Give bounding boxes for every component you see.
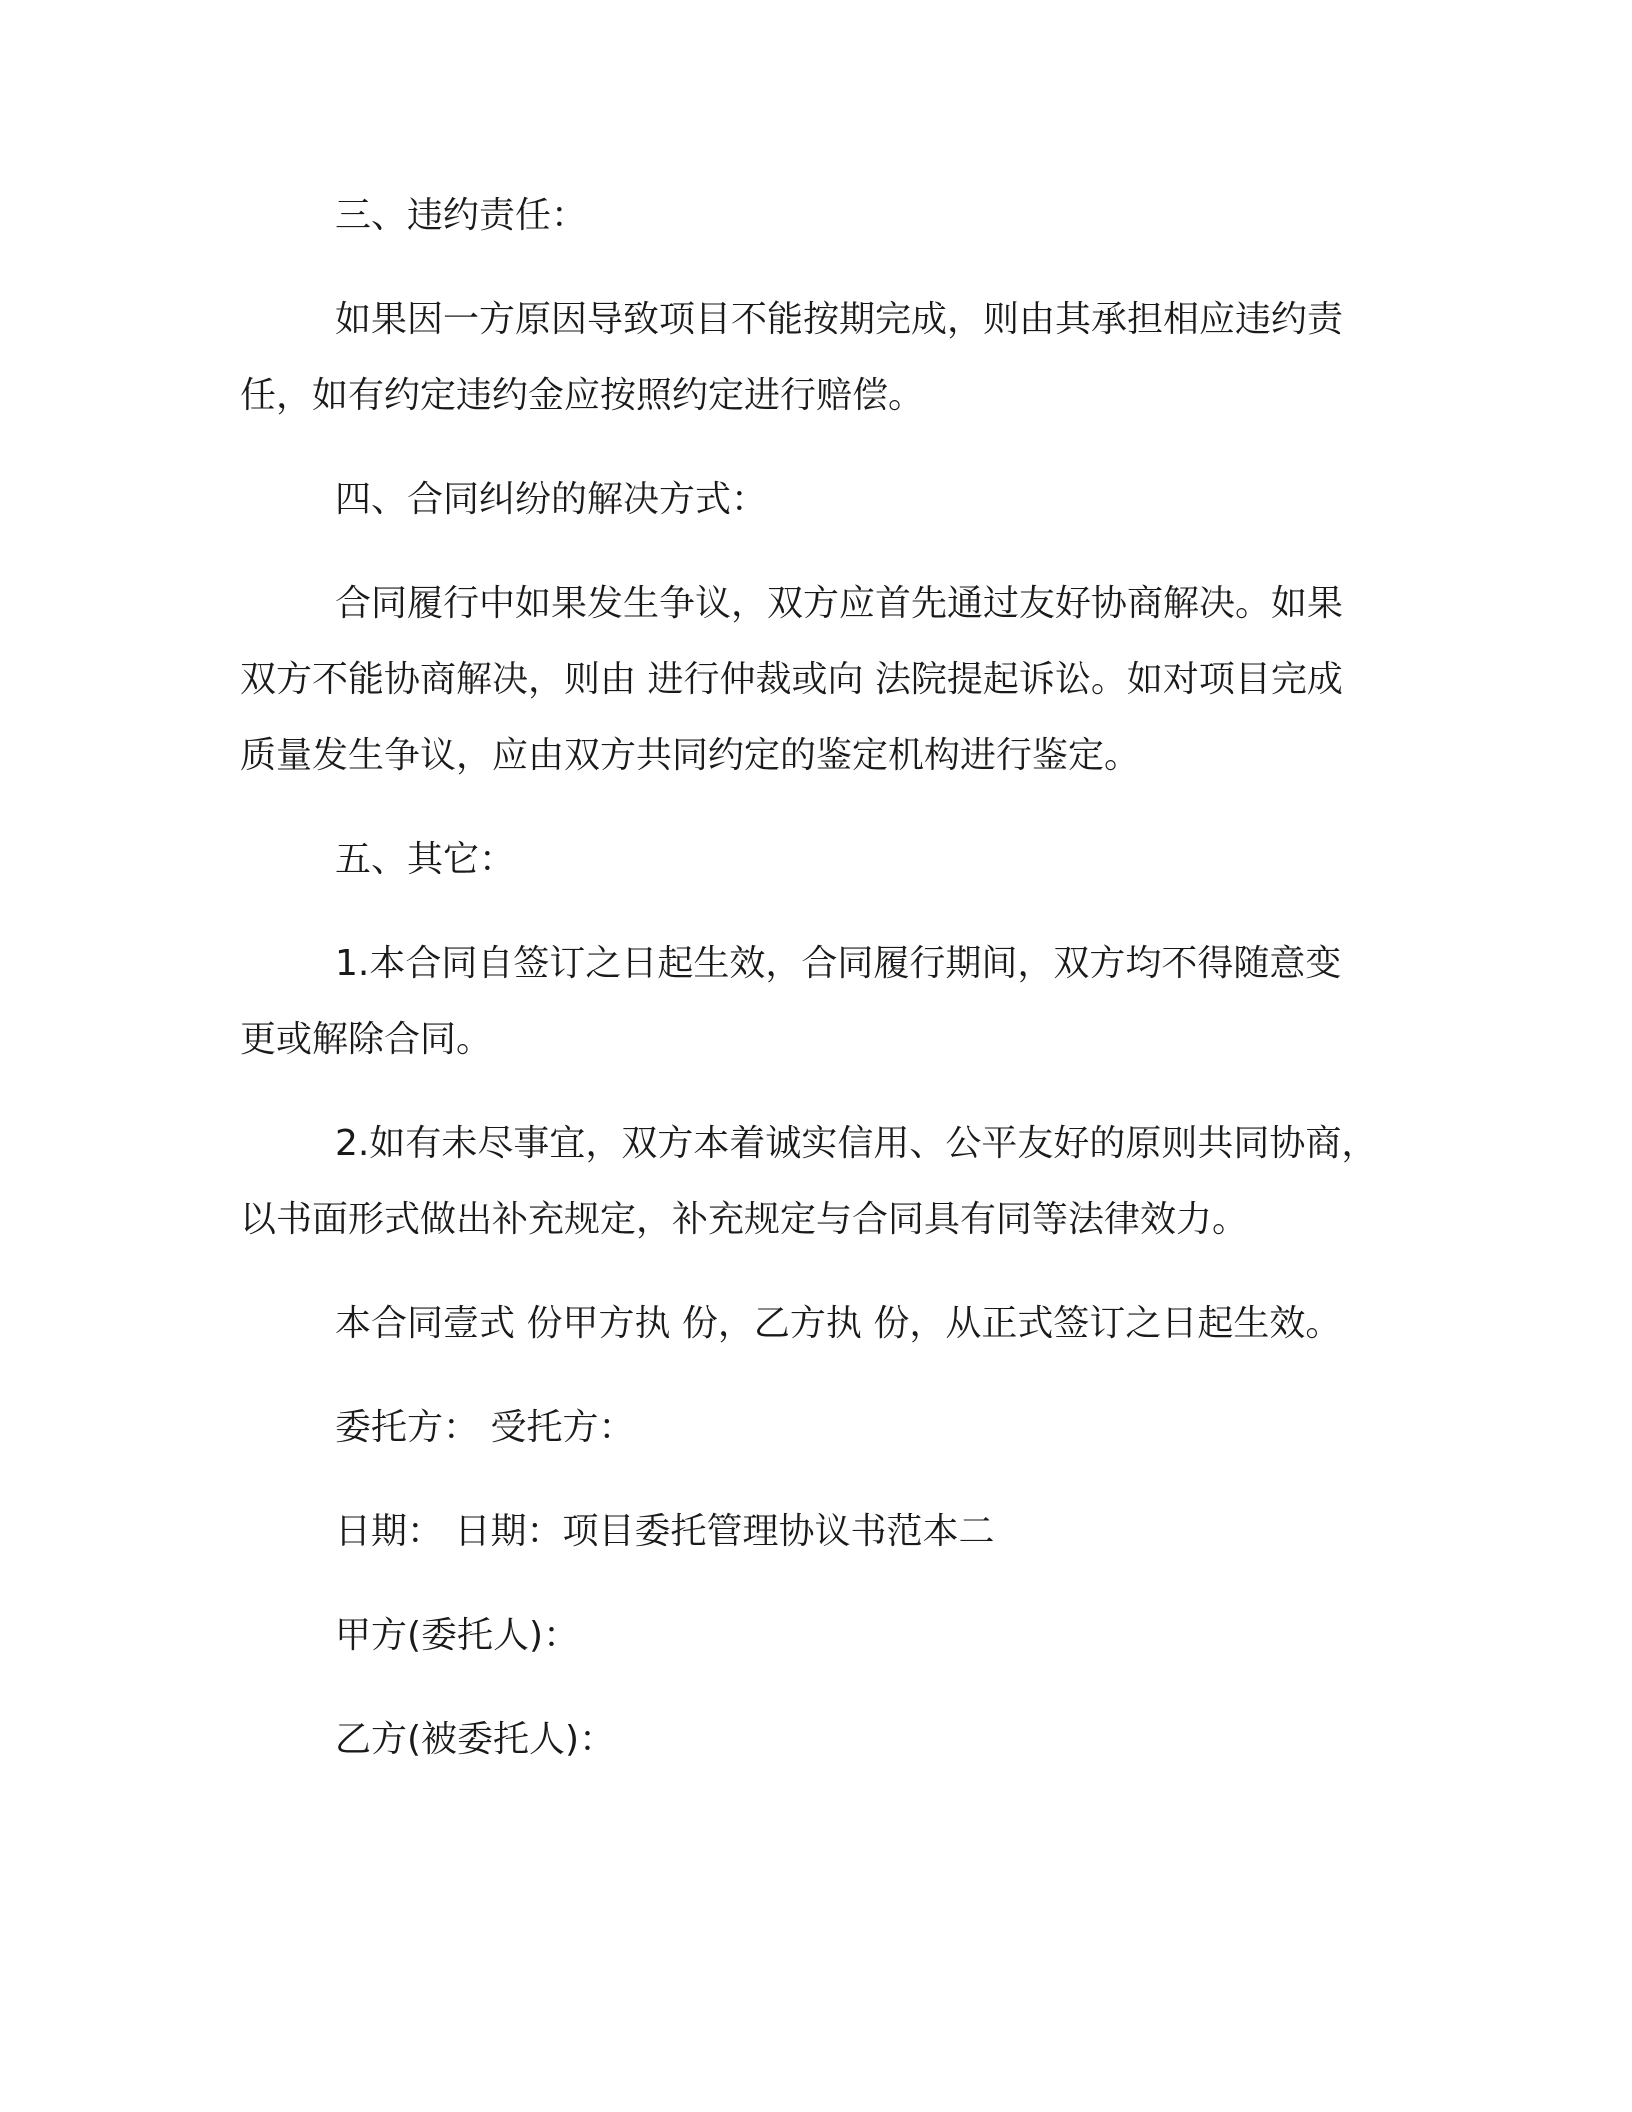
party-a-line: 甲方(委托人)： [335,1615,580,1656]
paragraph-line: 更或解除合同。 [240,1019,493,1060]
party-b-line: 乙方(被委托人)： [335,1719,616,1760]
paragraph-line: 以书面形式做出补充规定，补充规定与合同具有同等法律效力。 [240,1199,1249,1240]
section-heading-other: 五、其它： [335,839,516,880]
paragraph-line: 双方不能协商解决，则由 进行仲裁或向 法院提起诉讼。如对项目完成 [240,659,1343,700]
paragraph-line: 1.本合同自签订之日起生效，合同履行期间，双方均不得随意变 [335,943,1342,984]
paragraph-line: 如果因一方原因导致项目不能按期完成，则由其承担相应违约责 [335,299,1344,340]
section-heading-dispute-resolution: 四、合同纠纷的解决方式： [335,479,768,520]
paragraph-line: 合同履行中如果发生争议，双方应首先通过友好协商解决。如果 [335,583,1344,624]
date-title-line: 日期： 日期：项目委托管理协议书范本二 [335,1511,995,1552]
signature-parties-line: 委托方： 受托方： [335,1407,635,1448]
paragraph-line: 本合同壹式 份甲方执 份，乙方执 份，从正式签订之日起生效。 [335,1303,1342,1344]
paragraph-line: 质量发生争议，应由双方共同约定的鉴定机构进行鉴定。 [240,735,1141,776]
paragraph-line: 任，如有约定违约金应按照约定进行赔偿。 [240,375,925,416]
paragraph-line: 2.如有未尽事宜，双方本着诚实信用、公平友好的原则共同协商， [335,1123,1378,1164]
section-heading-breach-liability: 三、违约责任： [335,195,588,236]
